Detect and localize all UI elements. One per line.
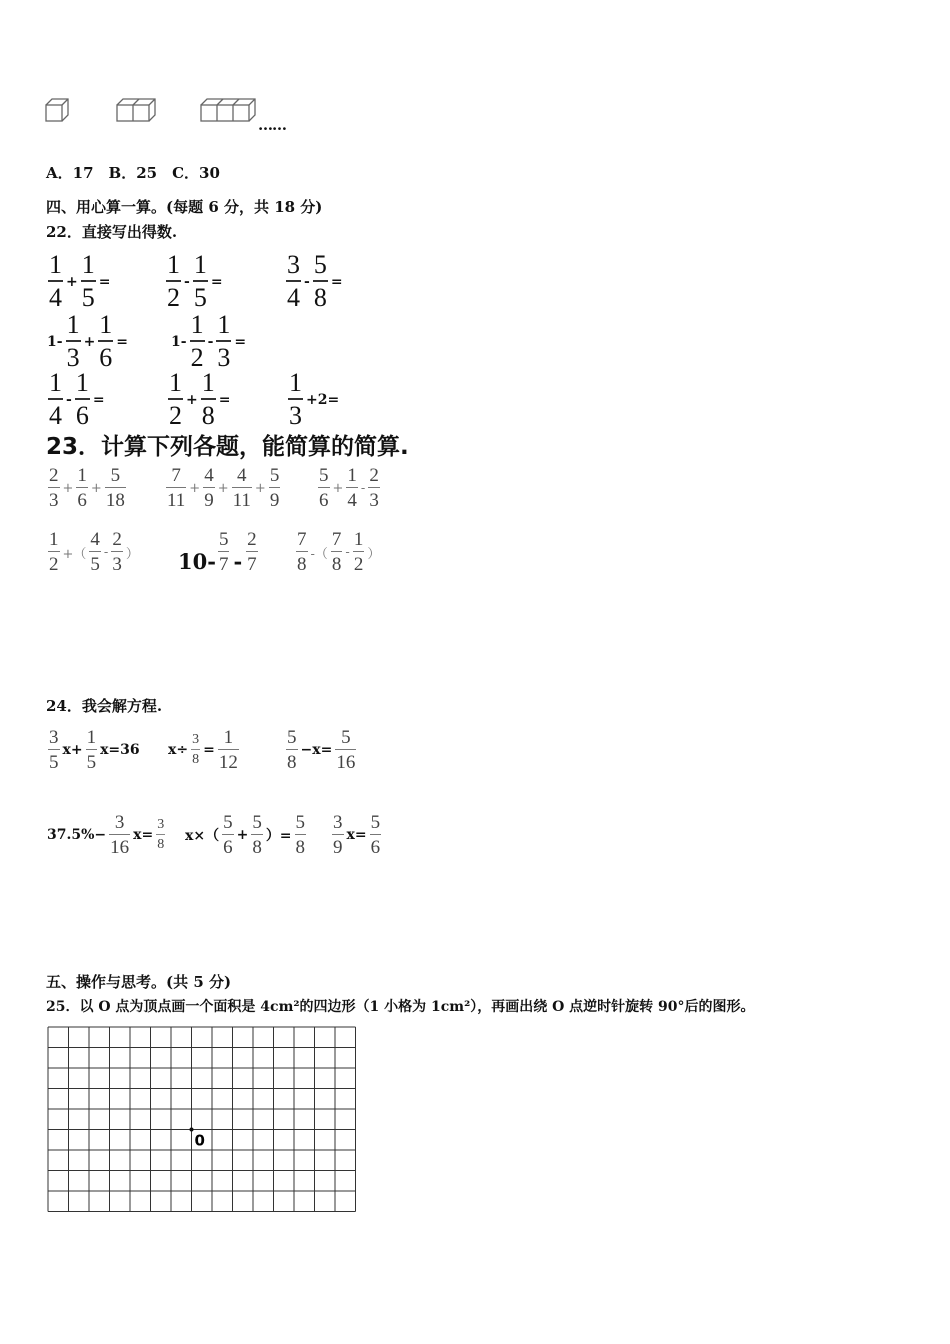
- question-23: [46, 428, 409, 461]
- calc-expression-3: 5 6 + $\frac{1}{4}$ - 2 3: [319, 465, 379, 511]
- oral-item: 1 4 + $\frac{1}{5}$ =: [49, 250, 111, 312]
- equation-1: 3 5 x+ $\frac{1}{5}$ x=36: [49, 727, 140, 773]
- answer-choices: A．17 B．25 C．30: [46, 164, 220, 182]
- point-o[interactable]: [190, 1128, 194, 1132]
- oral-item: 1 3 +2=: [289, 368, 340, 430]
- cube-three: [201, 99, 255, 121]
- oral-item: 1 2 - $\frac{1}{5}$ =: [167, 250, 223, 312]
- calc-expression-5: 10- 5 7 - 2 7: [178, 529, 257, 575]
- square-grid[interactable]: [46, 1025, 360, 1217]
- section-four-title: 四、用心算一算。(每题 6 分，共 18 分): [46, 198, 323, 216]
- oral-item: 3 4 - $\frac{5}{8}$ =: [287, 250, 343, 312]
- cube-one: [46, 99, 68, 121]
- equation-5: x×（ 5 6 + $\frac{5}{8}$ ）= $\frac{5}{8}$: [185, 812, 306, 858]
- equation-2: x÷ $\frac{3}{8}$ = $\frac{1}{12}$: [168, 727, 238, 773]
- oral-item: 1- 1 2 - $\frac{1}{3}$ =: [171, 310, 247, 372]
- oral-item: 1 2 + $\frac{1}{8}$ =: [169, 368, 231, 430]
- cube-two: [117, 99, 155, 121]
- section-five-title: 五、操作与思考。(共 5 分): [46, 973, 232, 991]
- oral-item: 1- 1 3 + $\frac{1}{6}$ =: [47, 310, 129, 372]
- oral-item: 1 4 - $\frac{1}{6}$ =: [49, 368, 105, 430]
- question-24: 24．我会解方程.: [46, 697, 163, 715]
- question-25: 25．以 O 点为顶点画一个面积是 4cm²的四边形（1 小格为 1cm²），再画出绕 O 点逆时针旋转 90°后的图形。: [46, 999, 755, 1015]
- equation-4: 37.5%− $\frac{3}{16}$ x= $\frac{3}{8}$: [47, 812, 165, 858]
- calc-expression-1: 2 3 + $\frac{1}{6}$ + $\frac{5}{18}$: [49, 465, 125, 511]
- equation-6: 3 9 x= $\frac{5}{6}$: [333, 812, 381, 858]
- point-o-label: 0: [194, 1131, 205, 1150]
- calc-expression-6: 7 8 -（ 7 8 - 1 2 ）: [297, 529, 381, 575]
- calc-expression-2: 7 11 + $\frac{4}{9}$ + $\frac{4}{11}$ + $\frac{5}{9}$: [167, 465, 280, 511]
- equation-3: 5 8 −x= $\frac{5}{16}$: [287, 727, 356, 773]
- calc-expression-4: 1 2 +（ 4 5 - 2 3 ）: [49, 529, 139, 575]
- question-22: 22．直接写出得数.: [46, 223, 178, 241]
- cube-figures: [40, 95, 270, 129]
- question-23-text: 23．计算下列各题，能简算的简算.: [46, 434, 409, 460]
- continuation-dots: ……: [258, 116, 286, 134]
